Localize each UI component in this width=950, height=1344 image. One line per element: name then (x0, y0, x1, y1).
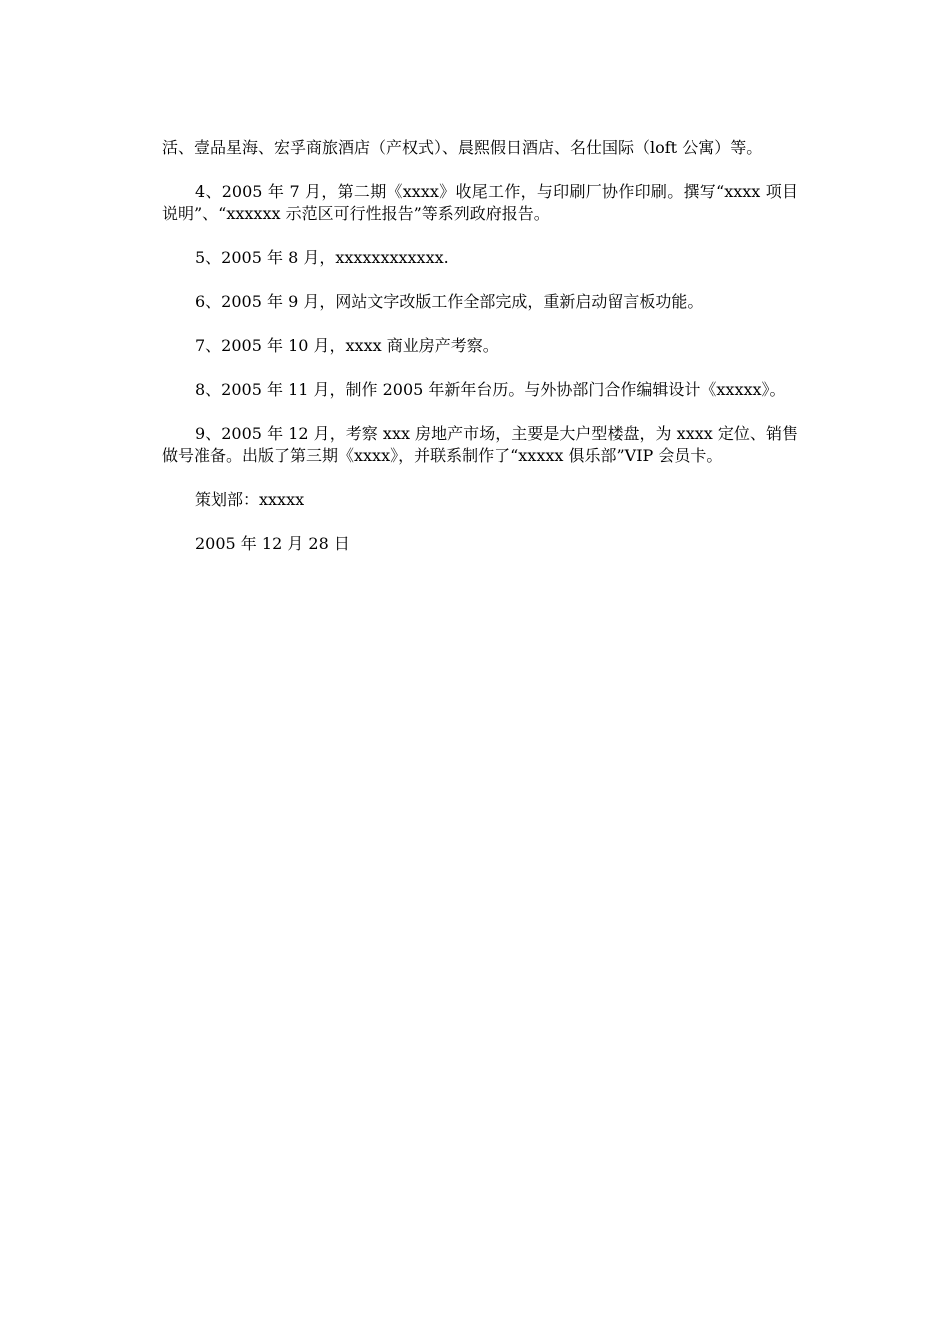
paragraph-item-5: 5、2005 年 8 月，xxxxxxxxxxxx. (195, 248, 449, 267)
paragraph-item-4: 4、2005 年 7 月，第二期《xxxx》收尾工作，与印刷厂协作印刷。撰写“xxxx 项目说明”、“xxxxxx 示范区可行性报告”等系列政府报告。 (162, 182, 798, 223)
signature-department: 策划部：xxxxx (195, 490, 305, 509)
document-page (162, 137, 798, 577)
paragraph-item-7: 7、2005 年 10 月，xxxx 商业房产考察。 (195, 336, 499, 355)
paragraph-continued: 活、壹品星海、宏孚商旅酒店（产权式）、晨熙假日酒店、名仕国际（loft 公寓）等。 (162, 138, 763, 157)
paragraph-item-9: 9、2005 年 12 月，考察 xxx 房地产市场，主要是大户型楼盘，为 xxxx 定位、销售做号准备。出版了第三期《xxxx》，并联系制作了“xxxxx 俱乐部”VIP 会员卡。 (162, 424, 798, 465)
paragraph-item-6: 6、2005 年 9 月，网站文字改版工作全部完成，重新启动留言板功能。 (195, 292, 704, 311)
paragraph-item-8: 8、2005 年 11 月，制作 2005 年新年台历。与外协部门合作编辑设计《xxxxx》。 (195, 380, 786, 399)
signature-date: 2005 年 12 月 28 日 (195, 534, 350, 553)
